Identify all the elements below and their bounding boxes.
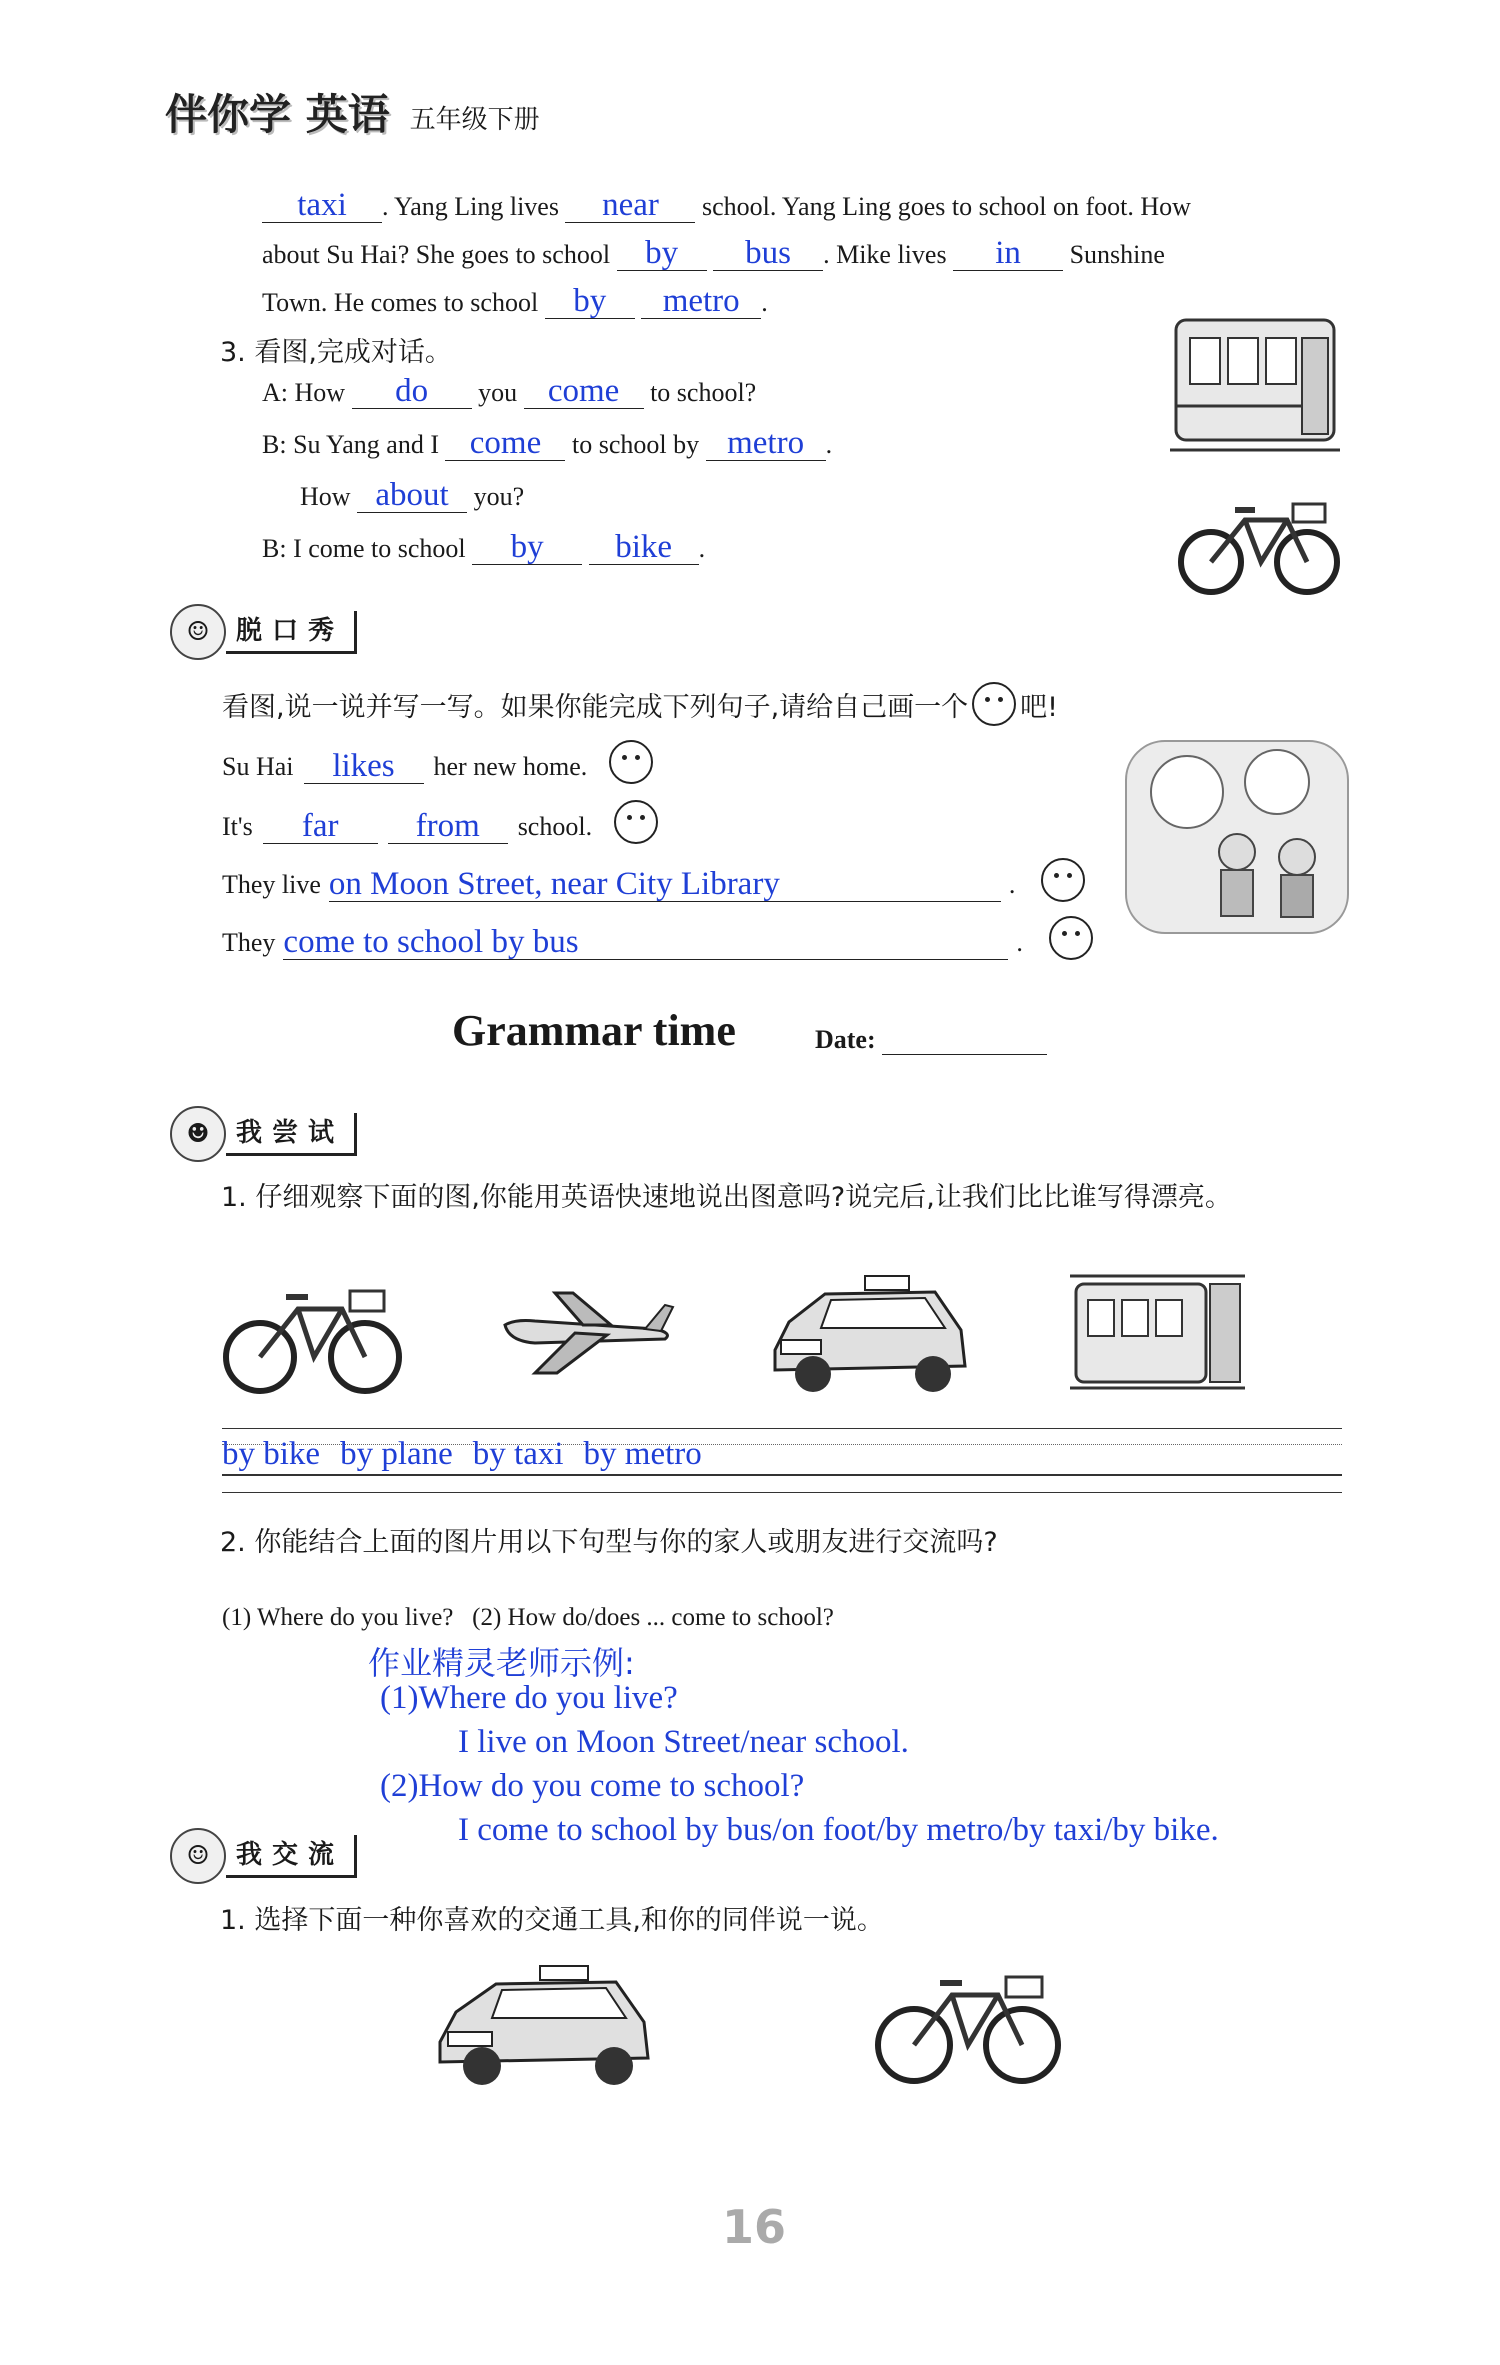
writing-line (222, 1492, 1342, 1493)
talk-sentence-4: They come to school by bus . (222, 916, 1093, 960)
question-prompts: (1) Where do you live? (2) How do/does ... come to school? (222, 1604, 834, 1631)
example-line: I come to school by bus/on foot/by metro/by taxi/by bike. (458, 1812, 1219, 1848)
talk-show-instruction: 看图,说一说并写一写。如果你能完成下列句子,请给自己画一个 吧! (222, 682, 1058, 726)
try-question-1: 1. 仔细观察下面的图,你能用英语快速地说出图意吗?说完后,让我们比比谁写得漂亮。 (221, 1182, 1232, 1213)
talk-sentence-1: Su Hai likes her new home. (222, 740, 653, 784)
face-icon[interactable] (614, 800, 658, 844)
passage-line-1: taxi . Yang Ling lives near school. Yang Ling goes to school on foot. How (262, 188, 1191, 224)
try-badge: ☻ 我尝试 (170, 1110, 357, 1158)
ex3-line-3: How about you? (300, 477, 525, 513)
try-question-2: 2. 你能结合上面的图片用以下句型与你的家人或朋友进行交流吗? (220, 1527, 998, 1558)
writing-line (222, 1474, 1342, 1476)
talk-sentence-2: It's far from school. (222, 800, 658, 844)
metro-icon (1170, 310, 1340, 460)
exchange-badge: ☺ 我交流 (170, 1832, 357, 1880)
taxi-icon (430, 1960, 660, 2095)
plane-icon (495, 1285, 680, 1380)
face-icon[interactable] (1041, 858, 1085, 902)
face-icon[interactable] (609, 740, 653, 784)
mascot-icon: ☺ (170, 604, 226, 660)
example-title: 作业精灵老师示例: (368, 1644, 635, 1682)
answer-item: by taxi (472, 1436, 564, 1472)
writing-line (222, 1428, 1342, 1429)
smiley-icon (972, 682, 1016, 726)
metro-icon (1070, 1270, 1245, 1395)
example-line: (2)How do you come to school? (380, 1768, 805, 1804)
family-scene-picture (1125, 740, 1349, 934)
grade-label: 五年级下册 (409, 105, 540, 135)
ex3-line-2: B: Su Yang and I come to school by metro . (262, 425, 833, 461)
page-number: 16 (722, 2200, 787, 2254)
mascot-icon: ☻ (170, 1106, 226, 1162)
talk-sentence-3: They live on Moon Street, near City Library . (222, 858, 1085, 902)
bike-icon (1175, 490, 1345, 600)
answer-item: by metro (583, 1436, 702, 1472)
brand-title: 伴你学 英语 (165, 90, 390, 139)
ex3-title: 3. 看图,完成对话。 (220, 337, 452, 368)
answer-item: by plane (340, 1436, 453, 1472)
date-field[interactable]: Date: (815, 1025, 1047, 1055)
answer-item: by bike (222, 1436, 321, 1472)
example-line: (1)Where do you live? (380, 1680, 678, 1716)
answer-row (222, 1436, 702, 1473)
mascot-icon: ☺ (170, 1828, 226, 1884)
section-title: Grammar time (452, 1006, 736, 1055)
ex3-line-1: A: How do you come to school? (262, 373, 757, 409)
passage-line-2: about Su Hai? She goes to school by bus . Mike lives in Sunshine (262, 235, 1165, 271)
passage-line-3: Town. He comes to school by metro . (262, 283, 768, 319)
taxi-icon (765, 1270, 975, 1405)
face-icon[interactable] (1049, 916, 1093, 960)
bike-icon (220, 1275, 405, 1400)
exchange-question-1: 1. 选择下面一种你喜欢的交通工具,和你的同伴说一说。 (220, 1905, 884, 1936)
example-line: I live on Moon Street/near school. (458, 1724, 909, 1760)
talk-show-badge: ☺ 脱口秀 (170, 608, 357, 656)
header (165, 82, 540, 142)
ex3-line-4: B: I come to school by bike . (262, 529, 706, 565)
bike-icon (870, 1955, 1065, 2090)
